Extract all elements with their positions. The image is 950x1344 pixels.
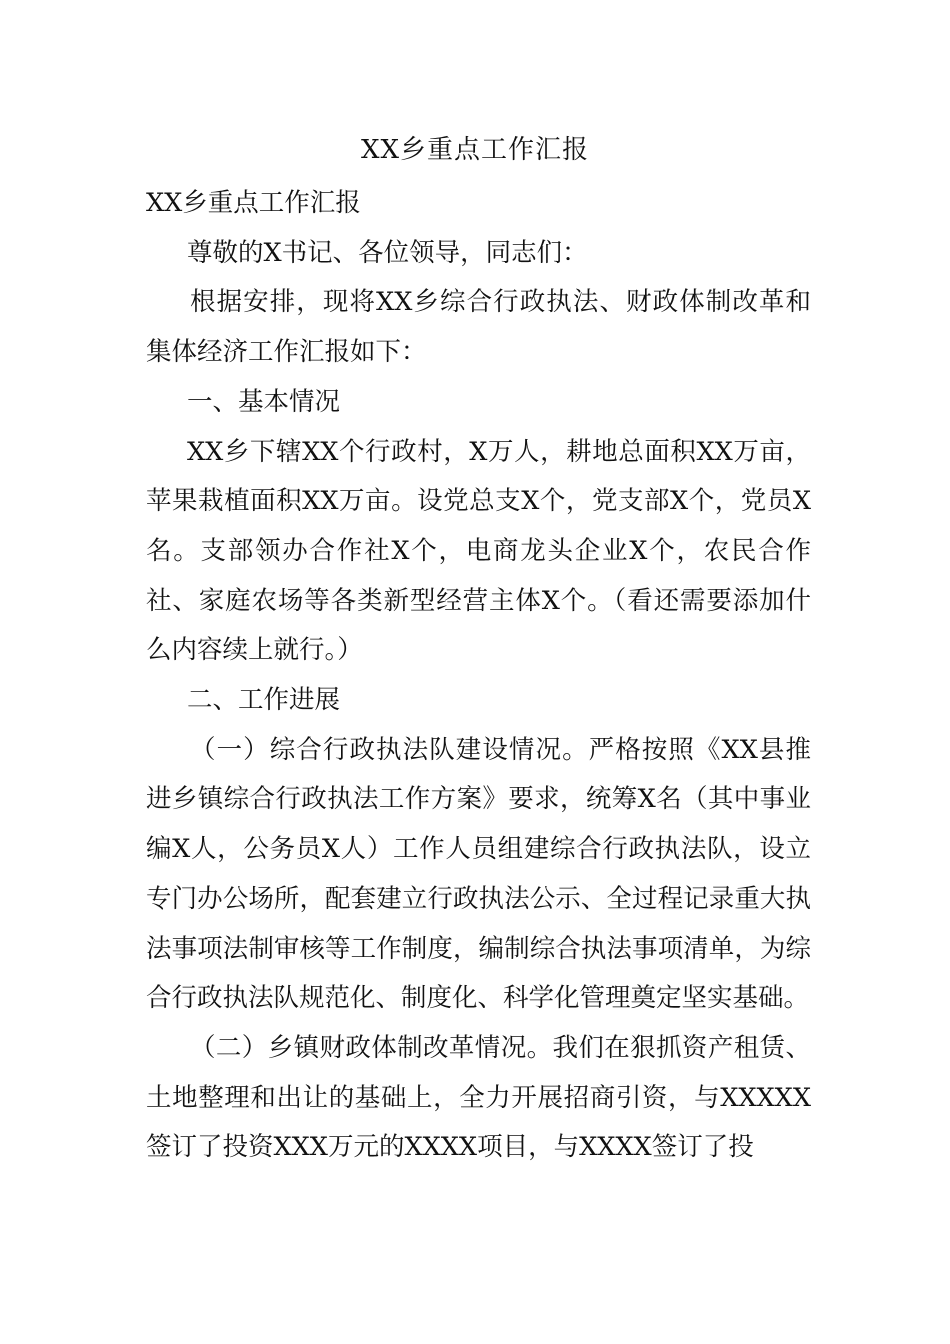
document-title: XX乡重点工作汇报 bbox=[360, 135, 590, 165]
enforcement-team-paragraph: （一）综合行政执法队建设情况。严格按照《XX县推进乡镇综合行政执法工作方案》要求，统筹X名（其中事业编X人，公务员X人）工作人员组建综合行政执法队，设立专门办公场所，配套建立行政执法公示、全过程记录重大执法事项法制审核等工作制度，编制综合执法事项清单，为综合行政执法队规范化、制度化、科学化管理奠定坚实基础。 bbox=[146, 734, 811, 1014]
section-heading-basic: 一、基本情况 bbox=[187, 386, 341, 417]
salutation-paragraph: 尊敬的X书记、各位领导，同志们： bbox=[187, 237, 588, 268]
section-heading-progress: 二、工作进展 bbox=[187, 685, 341, 716]
finance-reform-paragraph: （二）乡镇财政体制改革情况。我们在狠抓资产租赁、土地整理和出让的基础上，全力开展招商引资，与XXXXX签订了投资XXX万元的XXXX项目，与XXXX签订了投 bbox=[146, 1032, 811, 1163]
document-body bbox=[146, 179, 811, 1173]
basic-situation-paragraph: XX乡下辖XX个行政村，X万人，耕地总面积XX万亩，苹果栽植面积XX万亩。设党总支X个，党支部X个，党员X名。支部领办合作社X个，电商龙头企业X个，农民合作社、家庭农场等各类新型经营主体X个。（看还需要添加什么内容续上就行。） bbox=[146, 436, 811, 666]
intro-paragraph: 根据安排，现将XX乡综合行政执法、财政体制改革和集体经济工作汇报如下： bbox=[146, 287, 811, 368]
document-subtitle: XX乡重点工作汇报 bbox=[146, 188, 361, 218]
